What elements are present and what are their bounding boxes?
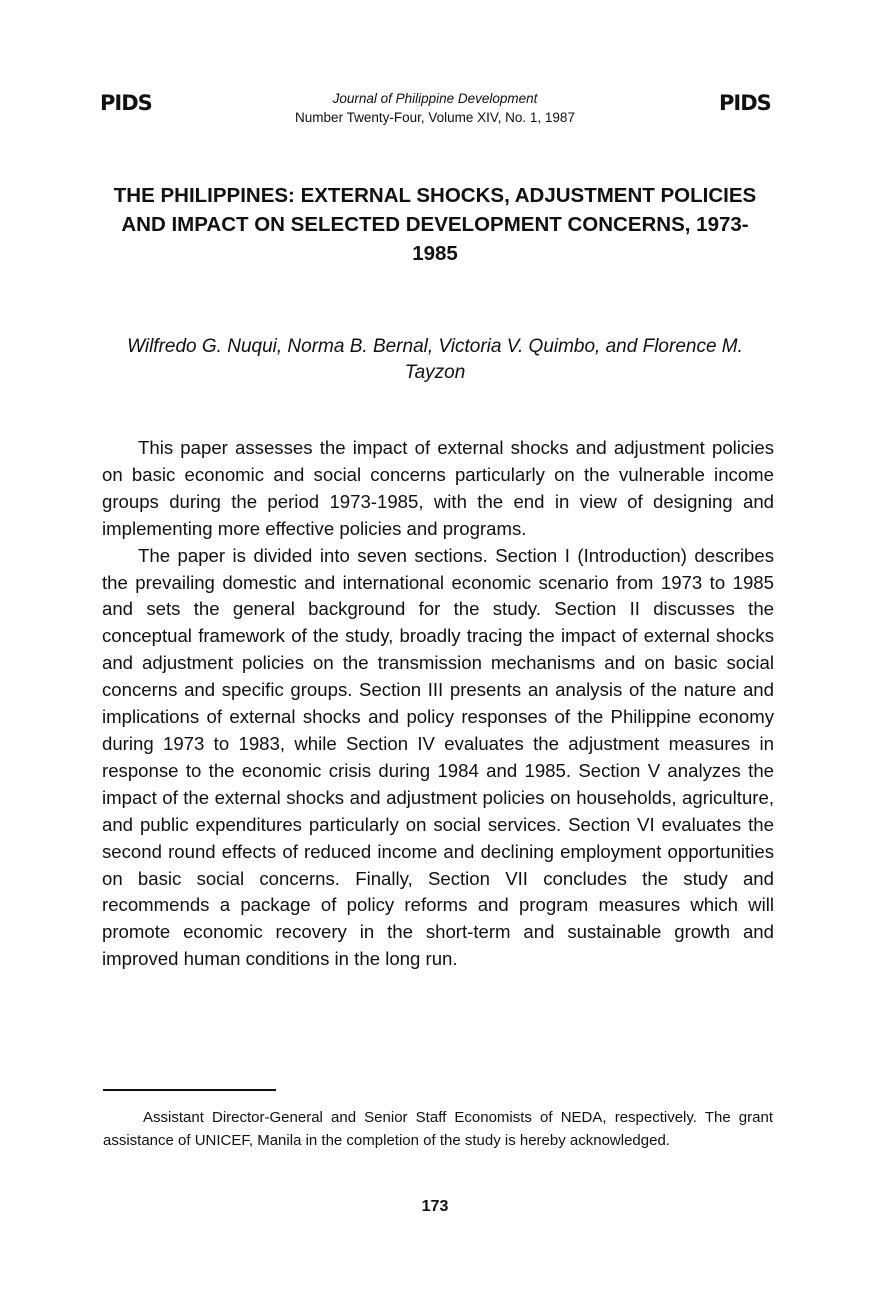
body-paragraph-1: This paper assesses the impact of external shocks and adjustment policies on basic economic and social concerns particularly on the vulnerable income groups during the period 1973-1985, with the end in view of designing and implementing more effective policies and programs.: [102, 437, 774, 539]
journal-issue: Number Twenty-Four, Volume XIV, No. 1, 1987: [295, 110, 575, 125]
article-body: [102, 435, 774, 973]
footnote: Assistant Director-General and Senior Staff Economists of NEDA, respectively. The grant assistance of UNICEF, Manila in the completion of the study is hereby acknowledged.: [103, 1109, 773, 1149]
pids-logo-left: PIDS: [100, 91, 152, 115]
journal-name: Journal of Philippine Development: [332, 91, 538, 106]
page-number: 173: [421, 1198, 449, 1215]
journal-header: [200, 89, 670, 127]
pids-logo-right: PIDS: [719, 91, 771, 115]
article-title: THE PHILIPPINES: EXTERNAL SHOCKS, ADJUSTMENT POLICIES AND IMPACT ON SELECTED DEVELOPMENT CONCERNS, 1973-1985: [113, 184, 757, 265]
body-paragraph-2: The paper is divided into seven sections. Section I (Introduction) describes the prevailing domestic and international economic scenario from 1973 to 1985 and sets the general background for the study. Section II discusses the conceptual framework of the study, broadly tracing the impact of external shocks and adjustment policies on the transmission mechanisms and on basic social concerns and specific groups. Section III presents an analysis of the nature and implications of external shocks and policy responses of the Philippine economy during 1973 to 1983, while Section IV evaluates the adjustment measures in response to the economic crisis during 1984 and 1985. Section V analyzes the impact of the external shocks and adjustment policies on households, agriculture, and public expenditures particularly on social services. Section VI evaluates the second round effects of reduced income and declining employment opportunities on basic social concerns. Finally, Section VII concludes the study and recommends a package of policy reforms and program measures which will promote economic recovery in the short-term and sustainable growth and improved human conditions in the long run.: [102, 544, 774, 970]
article-authors: Wilfredo G. Nuqui, Norma B. Bernal, Victoria V. Quimbo, and Florence M. Tayzon: [127, 336, 743, 383]
footnote-divider: [103, 1089, 276, 1091]
